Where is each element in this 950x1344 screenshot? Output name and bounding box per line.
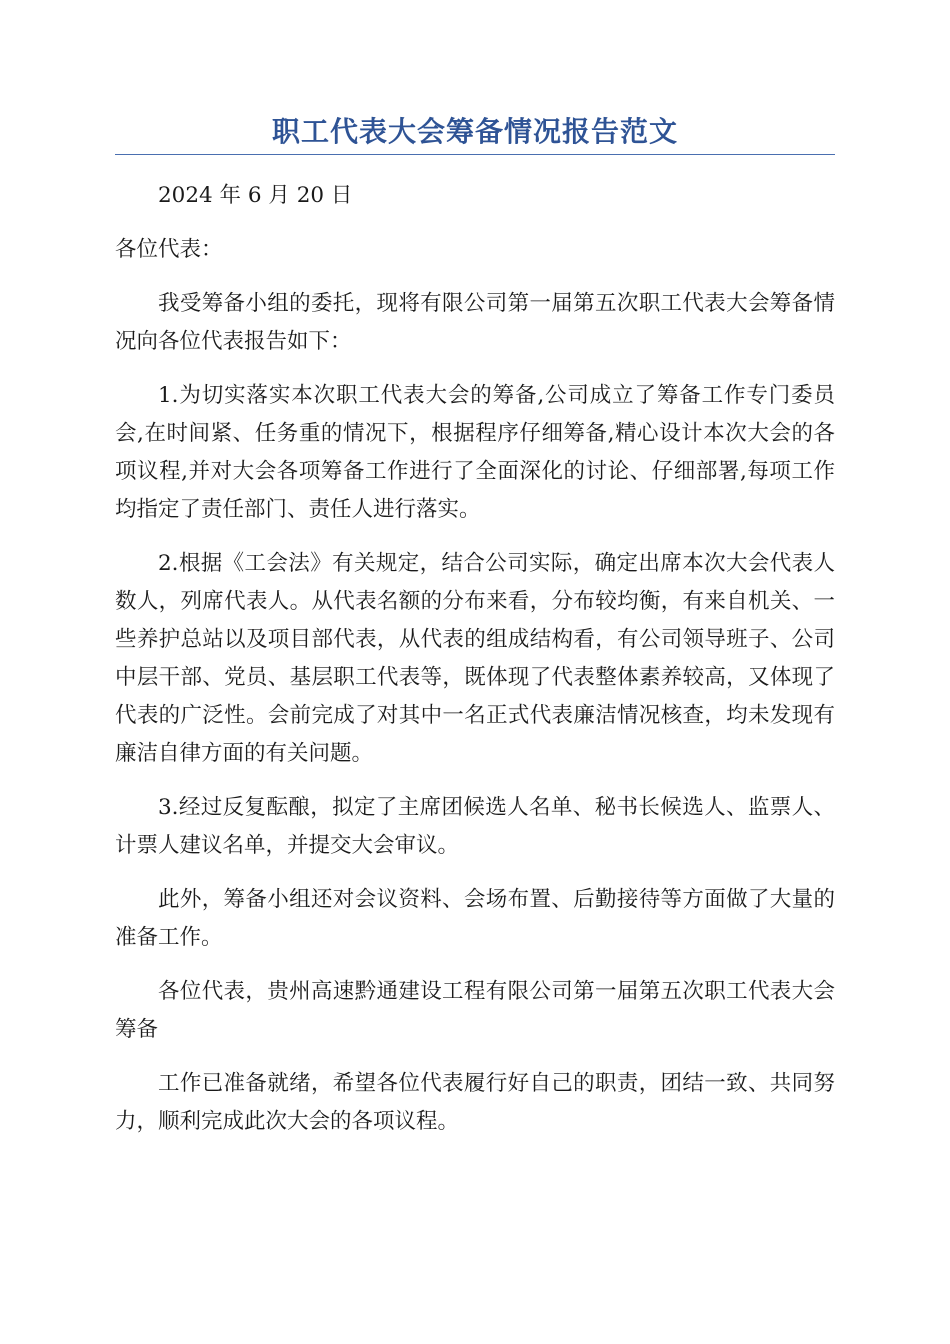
document-title: 职工代表大会筹备情况报告范文: [271, 115, 678, 148]
paragraph-closing-2: 工作已准备就绪，希望各位代表履行好自己的职责，团结一致、共同努力，顺利完成此次大会的各项议程。: [115, 1071, 835, 1134]
salutation: 各位代表：: [115, 237, 223, 262]
title-divider: [115, 154, 835, 155]
paragraph-item-2: 2.根据《工会法》有关规定，结合公司实际，确定出席本次大会代表人数人，列席代表人。从代表名额的分布来看，分布较均衡，有来自机关、一些养护总站以及项目部代表，从代表的组成结构看，有公司领导班子、公司中层干部、党员、基层职工代表等，既体现了代表整体素养较高，又体现了代表的广泛性。会前完成了对其中一名正式代表廉洁情况核查，均未发现有廉洁自律方面的有关问题。: [115, 551, 835, 766]
document-date: 2024 年 6 月 20 日: [158, 183, 353, 208]
paragraph-item-3: 3.经过反复酝酿，拟定了主席团候选人名单、秘书长候选人、监票人、计票人建议名单，并提交大会审议。: [115, 795, 835, 858]
paragraph-item-1: 1.为切实落实本次职工代表大会的筹备,公司成立了筹备工作专门委员会,在时间紧、任务重的情况下，根据程序仔细筹备,精心设计本次大会的各项议程,并对大会各项筹备工作进行了全面深化的讨论、仔细部署,每项工作均指定了责任部门、责任人进行落实。: [115, 383, 835, 522]
document-page: [115, 110, 835, 1157]
paragraph-closing-1: 各位代表，贵州高速黔通建设工程有限公司第一届第五次职工代表大会筹备: [115, 979, 835, 1042]
paragraph-intro: 我受筹备小组的委托，现将有限公司第一届第五次职工代表大会筹备情况向各位代表报告如下：: [115, 291, 835, 354]
document-body: [115, 177, 835, 1141]
paragraph-additional: 此外，筹备小组还对会议资料、会场布置、后勤接待等方面做了大量的准备工作。: [115, 887, 835, 950]
